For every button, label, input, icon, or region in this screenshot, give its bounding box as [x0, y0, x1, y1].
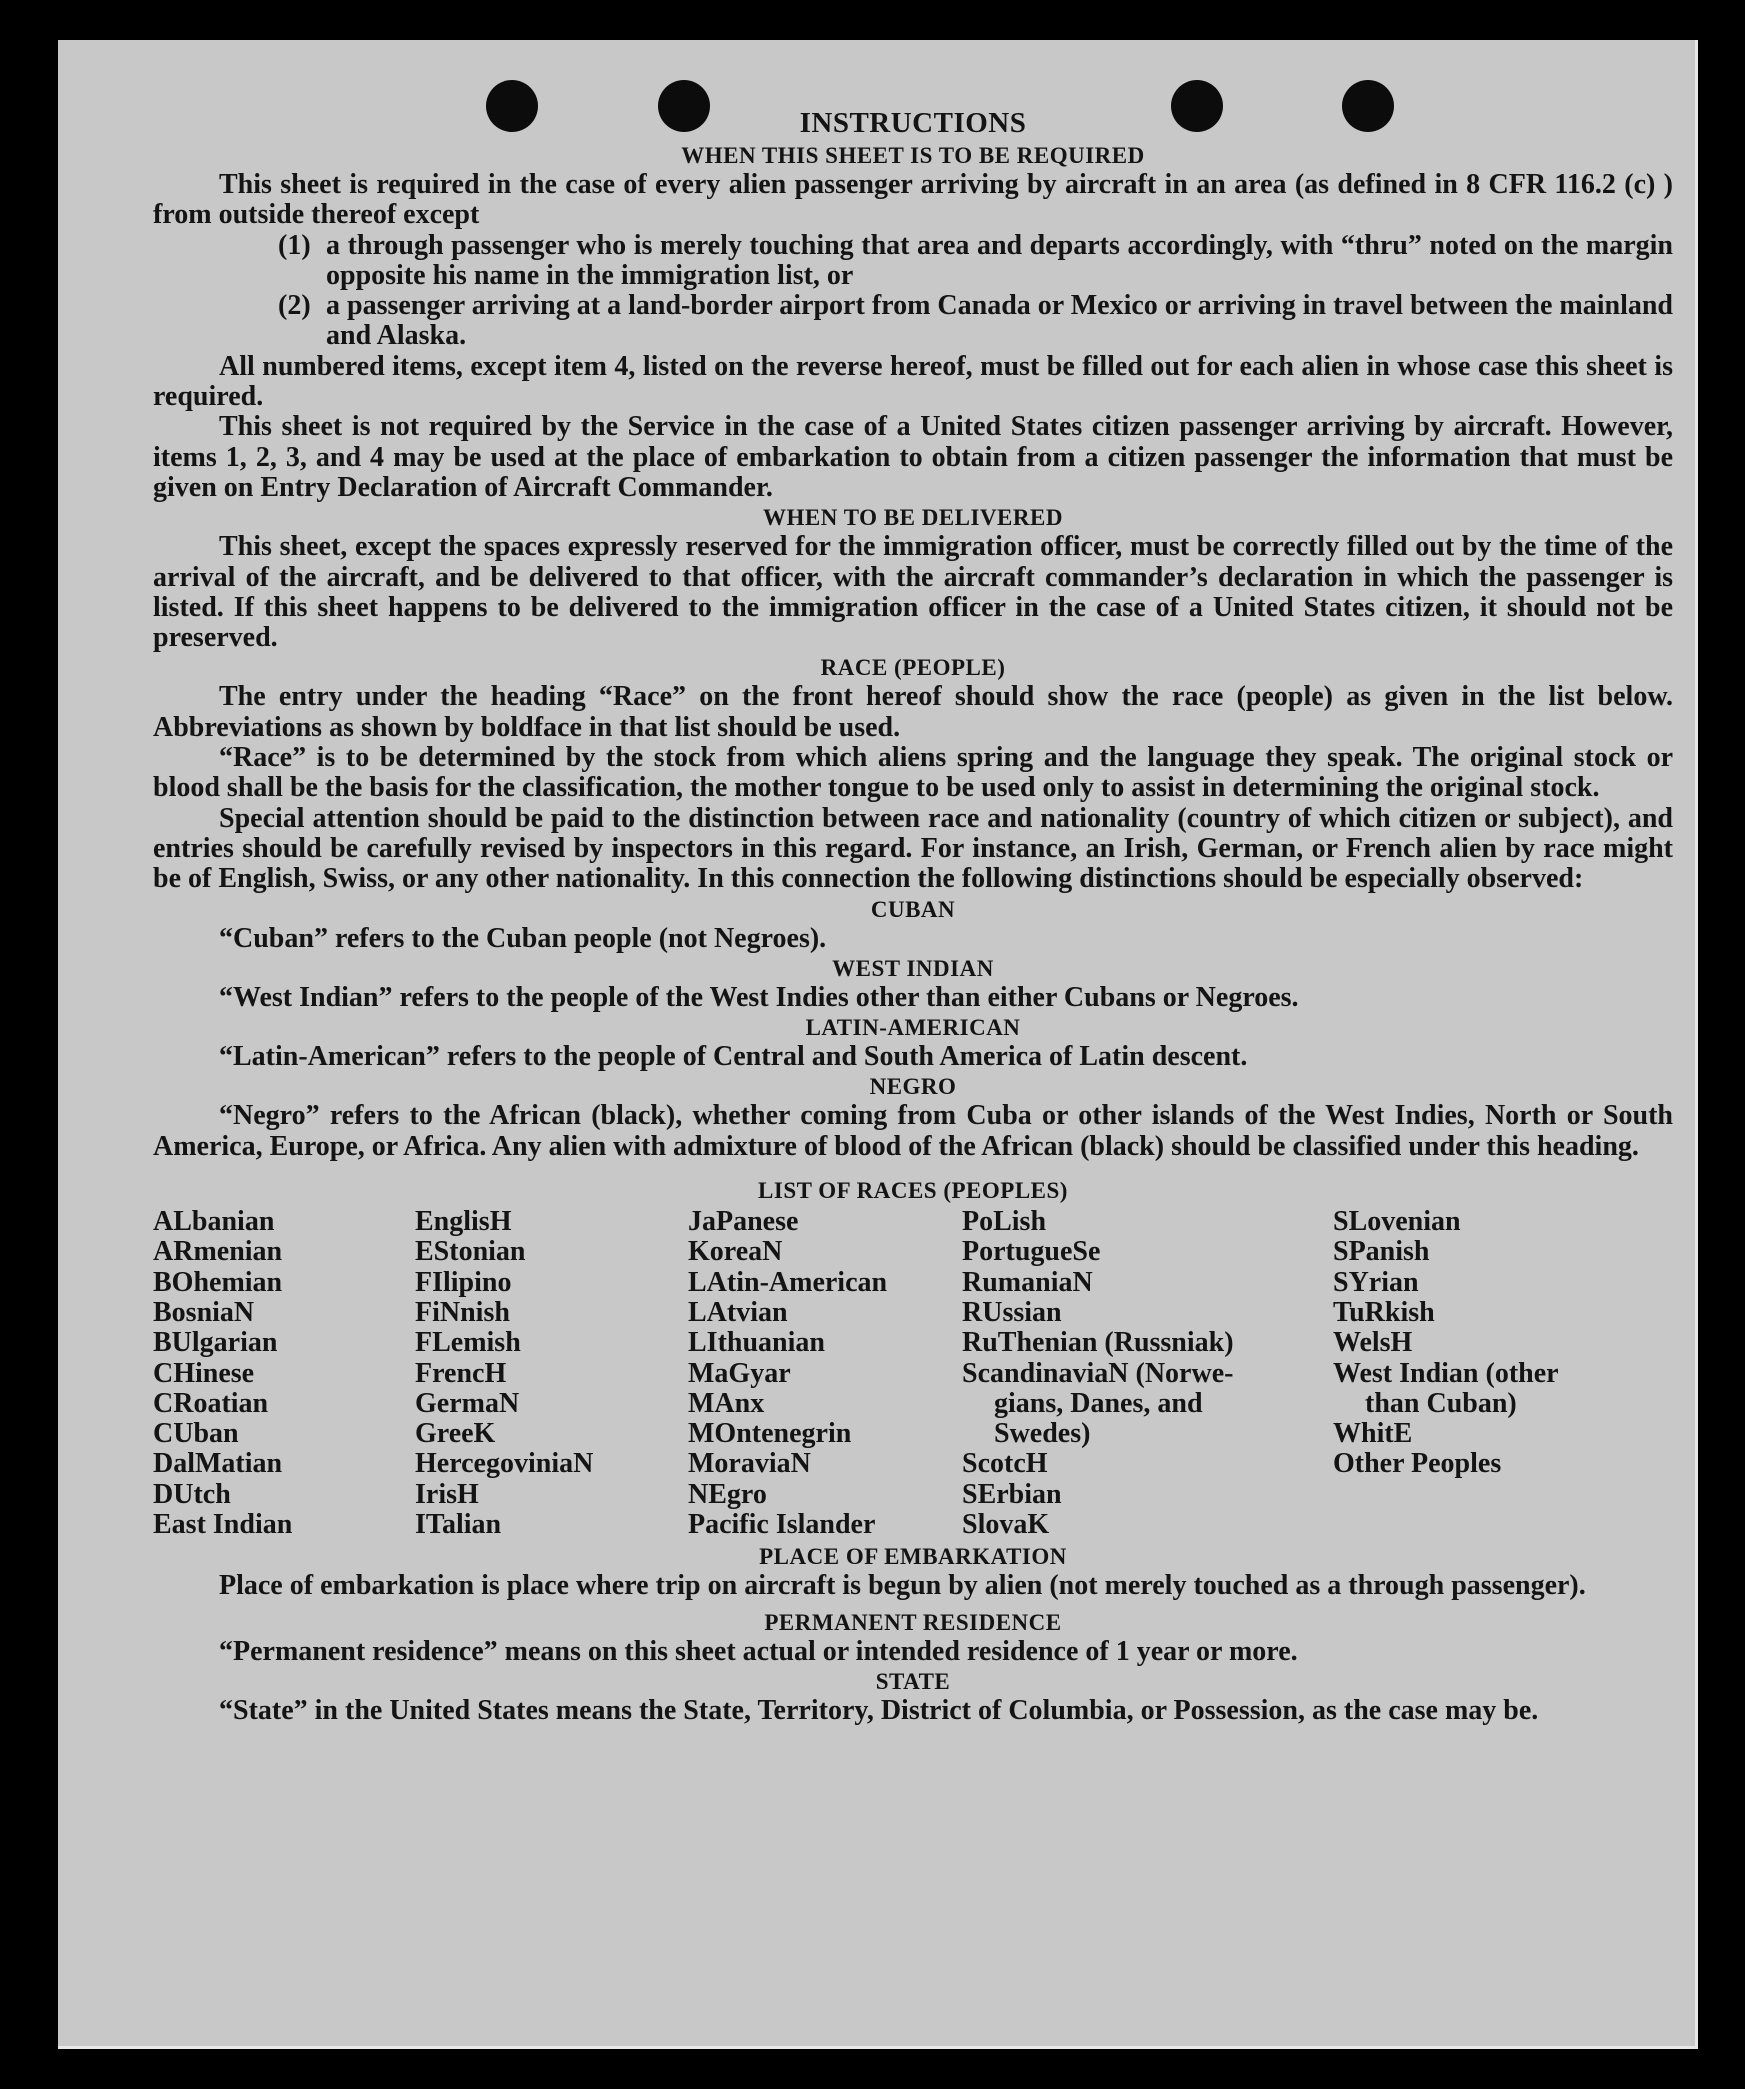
race-item: CHinese	[153, 1357, 255, 1389]
section-heading: WEST INDIAN	[832, 955, 994, 981]
race-item: HercegoviniaN	[415, 1448, 594, 1480]
section-heading: NEGRO	[869, 1074, 957, 1100]
race-item: ITalian	[415, 1508, 502, 1540]
paragraph: Place of embarkation is place where trip on aircraft is begun by alien (not merely touched as a through passenger).	[219, 1570, 1586, 1602]
section-heading: STATE	[875, 1668, 951, 1694]
paragraph: “State” in the United States means the State, Territory, District of Columbia, or Possession, as the case may be.	[219, 1694, 1539, 1726]
race-item: SPanish	[1333, 1236, 1430, 1268]
race-item: PortugueSe	[962, 1236, 1101, 1268]
race-item: EStonian	[415, 1236, 526, 1268]
race-item: SlovaK	[962, 1508, 1050, 1540]
race-item: TuRkish	[1333, 1296, 1435, 1328]
race-list	[153, 1207, 1673, 1540]
definition-text: “West Indian” refers to the people of the West Indies other than either Cubans or Negroes.	[219, 981, 1299, 1013]
race-item: BOhemian	[153, 1266, 283, 1298]
race-item: FiNnish	[415, 1296, 510, 1328]
paragraph: The entry under the heading “Race” on the front hereof should show the race (people) as given in the list below. Abbreviations as shown by boldface in that list should be used.	[153, 681, 1673, 743]
section-heading: PLACE OF EMBARKATION	[759, 1544, 1067, 1570]
definition-text: “Permanent residence” means on this sheet actual or intended residence of 1 year or more.	[219, 1635, 1298, 1667]
race-item: JaPanese	[688, 1206, 799, 1238]
race-item: CUban	[153, 1418, 239, 1450]
document-content	[153, 105, 1673, 1726]
paragraph: Special attention should be paid to the distinction between race and nationality (country of which citizen or subject), and entries should be carefully revised by inspectors in this regard. For instance, an Irish, German, or French alien by race might be of English, Swiss, or any other nationality. In this connection the following distinctions should be especially observed:	[153, 802, 1673, 895]
race-item: MoraviaN	[688, 1448, 811, 1480]
paragraph: This sheet is not required by the Service in the case of a United States citizen passenger arriving by aircraft. However, items 1, 2, 3, and 4 may be used at the place of embarkation to obtain from a citizen passenger the information that must be given on Entry Declaration of Aircraft Commander.	[153, 411, 1673, 503]
definition-text: “Cuban” refers to the Cuban people (not Negroes).	[219, 922, 827, 954]
race-item: DUtch	[153, 1478, 231, 1510]
race-item: KoreaN	[688, 1236, 783, 1268]
race-item: GermaN	[415, 1387, 520, 1419]
definition-text: “Latin-American” refers to the people of Central and South America of Latin descent.	[219, 1041, 1248, 1073]
section-heading: WHEN TO BE DELIVERED	[763, 505, 1063, 531]
race-column	[962, 1207, 1333, 1540]
race-item: WhitE	[1333, 1418, 1413, 1450]
section-heading: PERMANENT RESIDENCE	[764, 1609, 1062, 1635]
section-heading: WHEN THIS SHEET IS TO BE REQUIRED	[681, 143, 1145, 168]
race-item: Other Peoples	[1333, 1448, 1502, 1480]
race-item: DalMatian	[153, 1448, 283, 1480]
race-item: Swedes)	[994, 1418, 1091, 1450]
page-title: INSTRUCTIONS	[799, 107, 1027, 139]
numbered-item	[153, 231, 1673, 292]
race-item: IrisH	[415, 1478, 479, 1510]
race-item: NEgro	[688, 1478, 767, 1510]
document-sheet	[58, 40, 1698, 2049]
race-item: BUlgarian	[153, 1327, 278, 1359]
item-text: a passenger arriving at a land-border airport from Canada or Mexico or arriving in travel between the mainland and Alaska.	[326, 290, 1673, 352]
race-item: GreeK	[415, 1418, 496, 1450]
race-item: RUssian	[962, 1296, 1062, 1328]
race-item: East Indian	[153, 1508, 293, 1540]
race-item: LIthuanian	[688, 1327, 825, 1359]
race-item: EnglisH	[415, 1206, 512, 1238]
race-item: RuThenian (Russniak)	[962, 1327, 1234, 1359]
race-item: West Indian (other	[1333, 1357, 1559, 1389]
paragraph: This sheet, except the spaces expressly reserved for the immigration officer, must be correctly filled out by the time of the arrival of the aircraft, and be delivered to that officer, with the aircraft commander’s declaration in which the passenger is listed. If this sheet happens to be delivered to the immigration officer in the case of a United States citizen, it should not be preserved.	[153, 531, 1673, 654]
race-item: ARmenian	[153, 1236, 283, 1268]
race-item: FIlipino	[415, 1266, 512, 1298]
numbered-item	[153, 291, 1673, 352]
section-heading: CUBAN	[870, 896, 956, 922]
race-item: MaGyar	[688, 1357, 791, 1389]
race-item: SYrian	[1333, 1266, 1419, 1298]
item-number: (1)	[278, 229, 311, 261]
race-item: SErbian	[962, 1478, 1062, 1510]
race-item: PoLish	[962, 1206, 1047, 1238]
paragraph: This sheet is required in the case of every alien passenger arriving by aircraft in an area (as defined in 8 CFR 116.2 (c) ) from outside thereof except	[153, 169, 1673, 231]
race-item: WelsH	[1333, 1327, 1413, 1359]
race-column	[153, 1207, 415, 1540]
race-item: than Cuban)	[1365, 1387, 1517, 1419]
race-item: gians, Danes, and	[994, 1387, 1203, 1419]
race-item: ScandinaviaN (Norwe-	[962, 1357, 1234, 1389]
race-column	[1333, 1207, 1633, 1540]
race-item: LAtin-American	[688, 1266, 888, 1298]
race-column	[415, 1207, 688, 1540]
race-item: Pacific Islander	[688, 1508, 876, 1540]
paragraph: All numbered items, except item 4, listed on the reverse hereof, must be filled out for each alien in whose case this sheet is required.	[153, 350, 1673, 413]
race-item: MOntenegrin	[688, 1418, 852, 1450]
section-heading: RACE (PEOPLE)	[820, 655, 1006, 681]
item-number: (2)	[278, 290, 311, 322]
race-item: FrencH	[415, 1357, 507, 1389]
race-column	[688, 1207, 962, 1540]
paragraph: “Race” is to be determined by the stock from which aliens spring and the language they speak. The original stock or blood shall be the basis for the classification, the mother tongue to be used only to assist in determining the original stock.	[153, 742, 1673, 804]
race-item: MAnx	[688, 1387, 765, 1419]
race-item: LAtvian	[688, 1296, 788, 1328]
race-item: FLemish	[415, 1327, 521, 1359]
section-heading: LIST OF RACES (PEOPLES)	[758, 1178, 1068, 1204]
race-item: ALbanian	[153, 1206, 275, 1238]
race-item: ScotcH	[962, 1448, 1048, 1480]
race-item: SLovenian	[1333, 1206, 1461, 1238]
race-item: CRoatian	[153, 1387, 269, 1419]
race-item: RumaniaN	[962, 1266, 1093, 1298]
paragraph: “Negro” refers to the African (black), whether coming from Cuba or other islands of the West Indies, North or South America, Europe, or Africa. Any alien with admixture of blood of the African (black) should be classified under this heading.	[153, 1100, 1673, 1162]
section-heading: LATIN-AMERICAN	[805, 1015, 1021, 1041]
race-item: BosniaN	[153, 1296, 255, 1328]
item-text: a through passenger who is merely touching that area and departs accordingly, with “thru” noted on the margin opposite his name in the immigration list, or	[326, 229, 1673, 291]
